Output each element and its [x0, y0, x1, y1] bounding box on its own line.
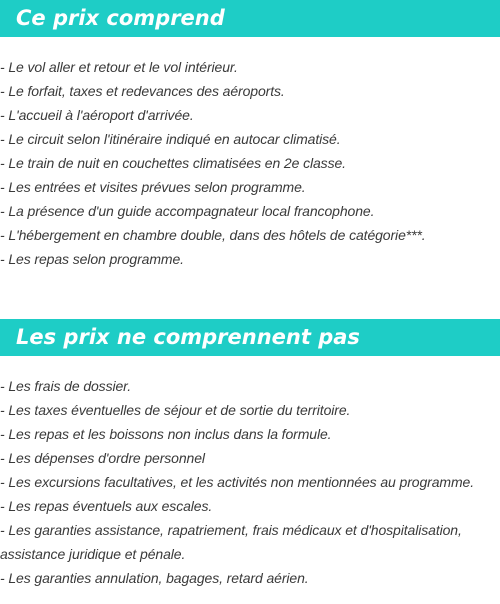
section-title-not-included: Les prix ne comprennent pas [0, 319, 500, 356]
included-list [0, 55, 500, 271]
list-item: - Les repas selon programme. [0, 251, 184, 267]
list-item: - Le circuit selon l'itinéraire indiqué en autocar climatisé. [0, 131, 341, 147]
list-item: - Les garanties assistance, rapatriement, frais médicaux et d'hospitalisation, assistance juridique et pénale. [0, 522, 462, 562]
list-item: - La présence d'un guide accompagnateur local francophone. [0, 203, 375, 219]
list-item: - Les taxes éventuelles de séjour et de sortie du territoire. [0, 402, 351, 418]
list-item: - Les entrées et visites prévues selon programme. [0, 179, 306, 195]
list-item: - Les repas éventuels aux escales. [0, 498, 213, 514]
list-item: - Les excursions facultatives, et les activités non mentionnées au programme. [0, 474, 474, 490]
list-item: - L'hébergement en chambre double, dans des hôtels de catégorie***. [0, 227, 426, 243]
list-item: - Les dépenses d'ordre personnel [0, 450, 205, 466]
list-item: - Le train de nuit en couchettes climatisées en 2e classe. [0, 155, 346, 171]
list-item: - L'accueil à l'aéroport d'arrivée. [0, 107, 194, 123]
not-included-list [0, 374, 500, 590]
list-item: - Le vol aller et retour et le vol intérieur. [0, 59, 238, 75]
list-item: - Les frais de dossier. [0, 378, 132, 394]
list-item: - Les garanties annulation, bagages, retard aérien. [0, 570, 309, 586]
section-title-included: Ce prix comprend [0, 0, 500, 37]
list-item: - Le forfait, taxes et redevances des aéroports. [0, 83, 285, 99]
list-item: - Les repas et les boissons non inclus dans la formule. [0, 426, 332, 442]
